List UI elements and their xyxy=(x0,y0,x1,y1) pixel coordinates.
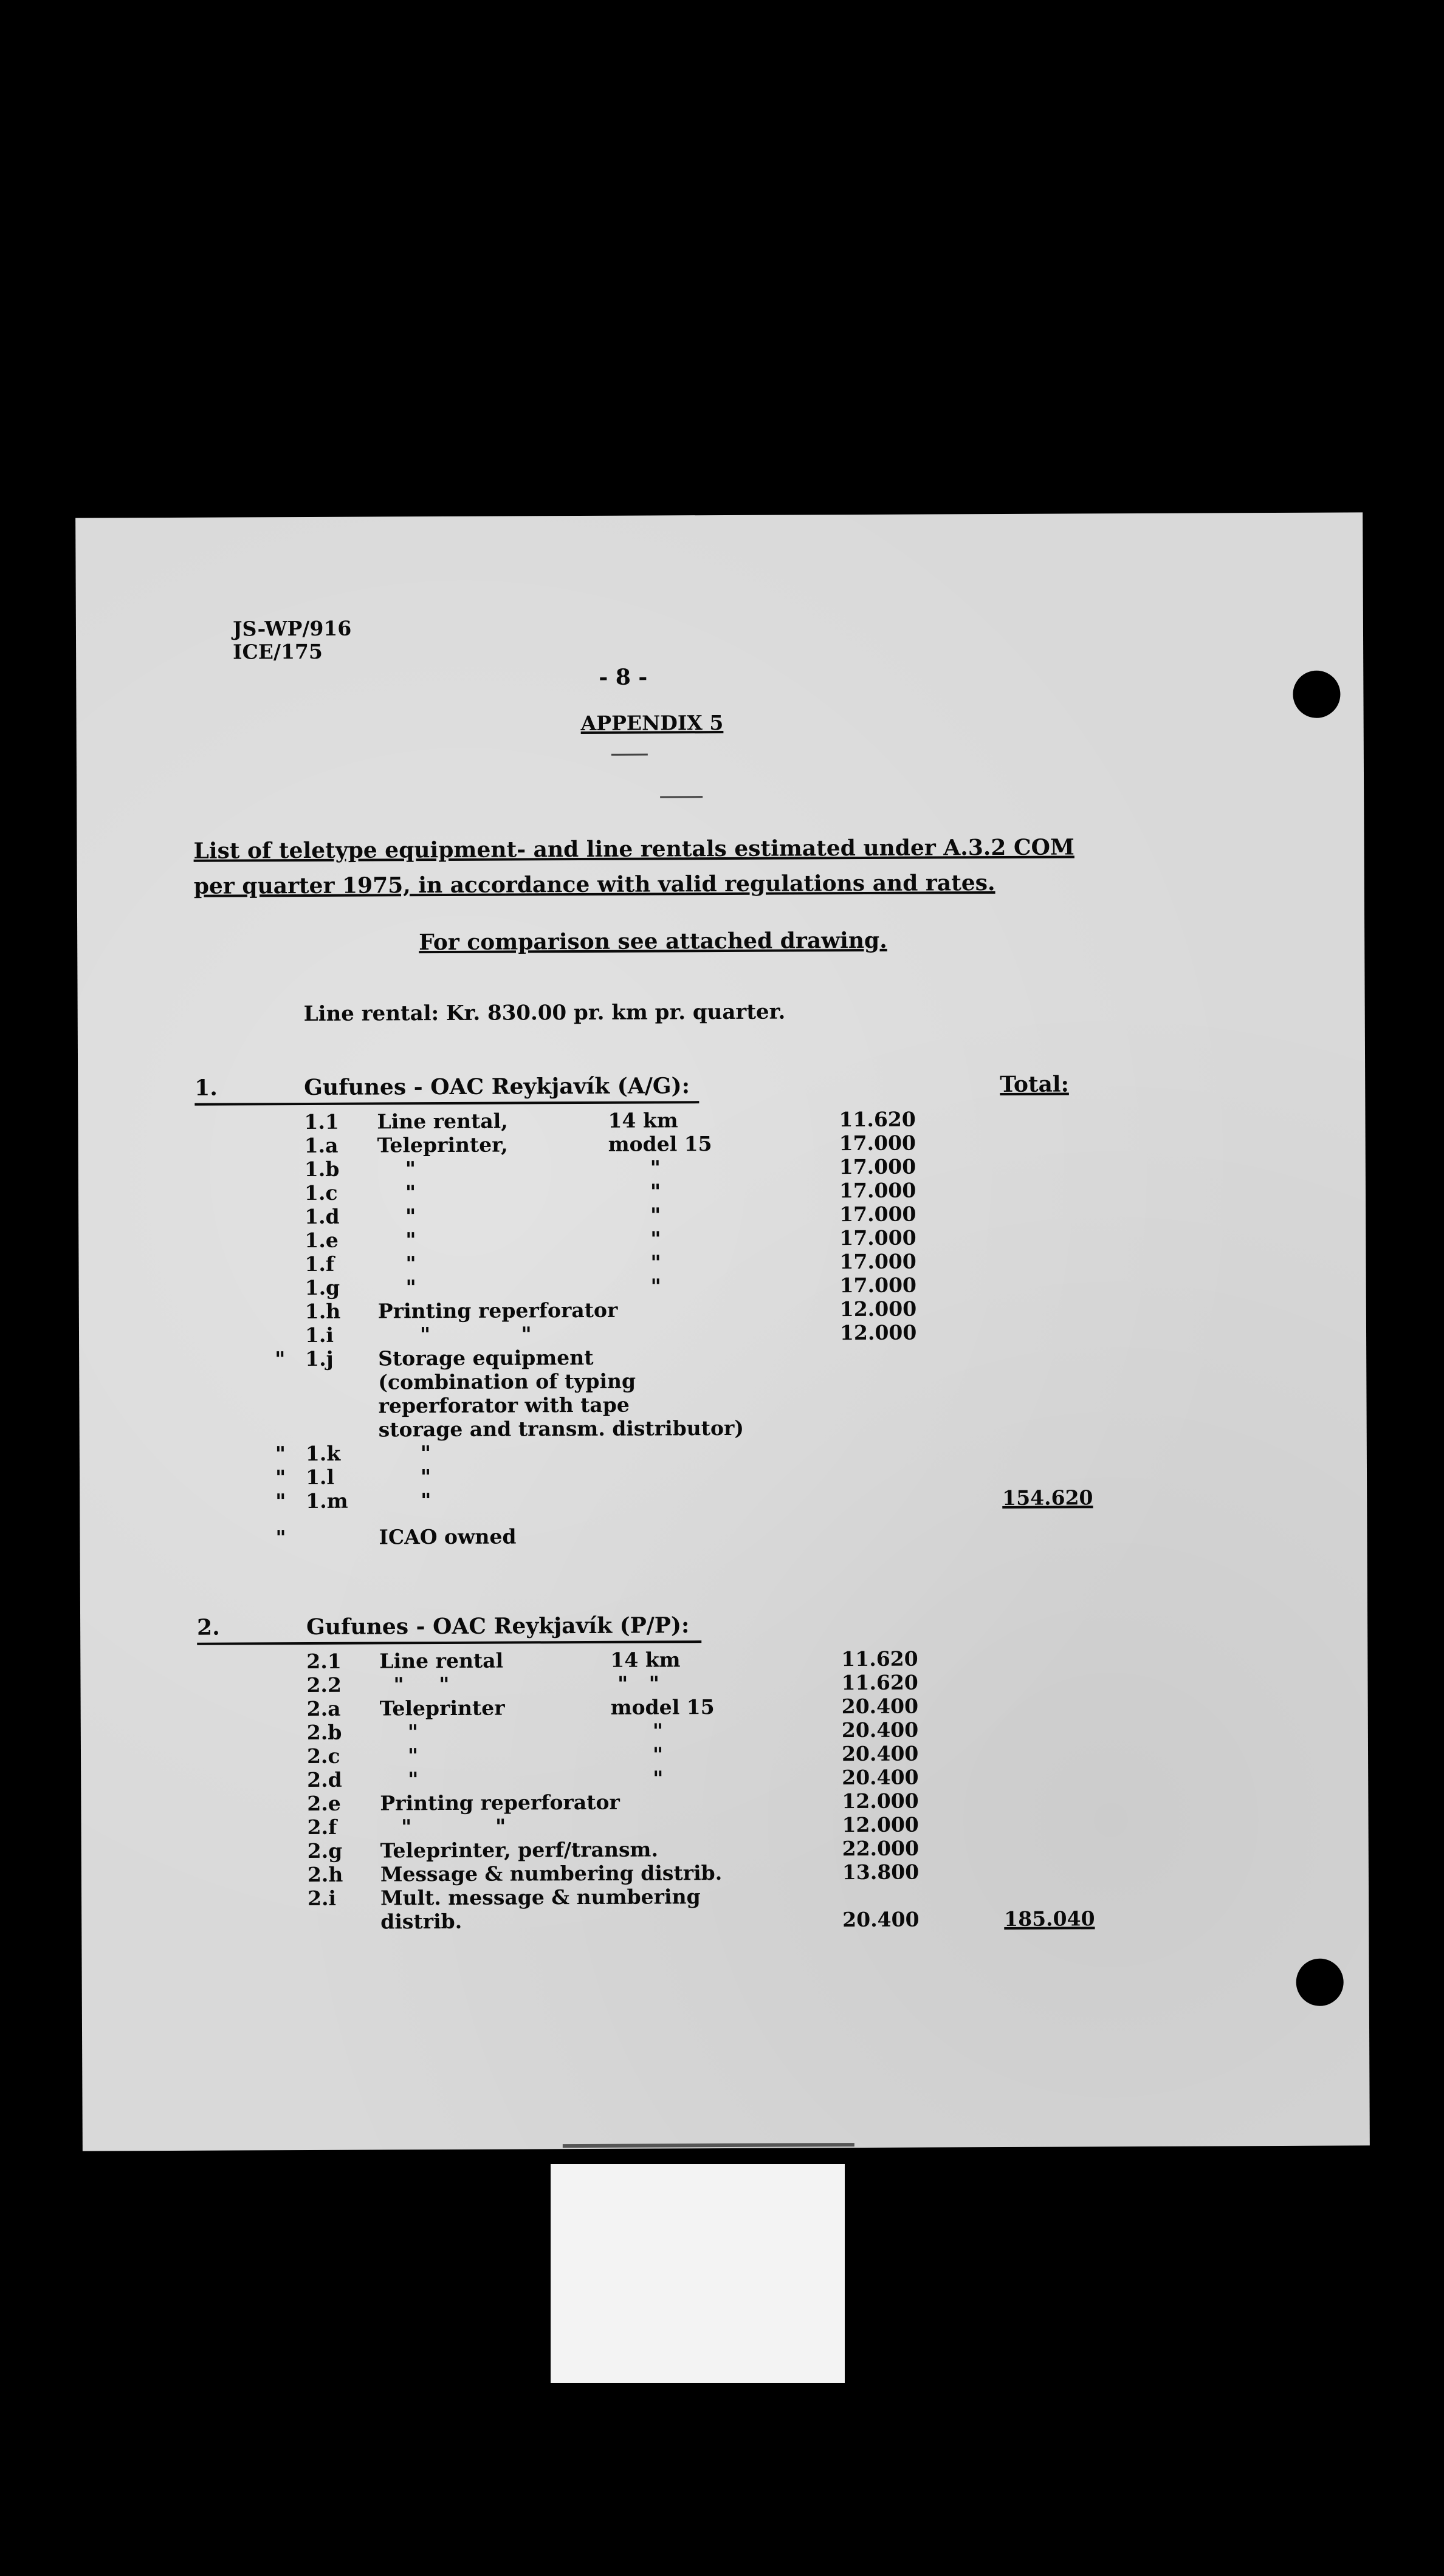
item-spec: " xyxy=(608,1274,661,1298)
section-number: 1. xyxy=(194,1075,218,1101)
item-code: 1.d xyxy=(304,1204,340,1228)
item-spec: " xyxy=(611,1766,664,1790)
item-description: " xyxy=(377,1157,416,1181)
document-page xyxy=(75,512,1370,2151)
item-code: 2.1 xyxy=(306,1649,342,1673)
item-description: " xyxy=(377,1204,416,1228)
item-spec: 14 km xyxy=(608,1108,678,1132)
item-code: 1.j xyxy=(305,1346,334,1371)
punch-hole-top xyxy=(1293,671,1340,718)
item-description: distrib. xyxy=(380,1909,462,1934)
item-amount: 12.000 xyxy=(839,1297,917,1321)
section-name: Gufunes - OAC Reykjavík (P/P): xyxy=(306,1612,690,1640)
item-amount: 20.400 xyxy=(841,1741,919,1766)
blank-card xyxy=(551,2164,845,2383)
item-spec: " xyxy=(608,1250,661,1275)
page-edge-mark xyxy=(563,2143,854,2148)
item-code: 1.i xyxy=(304,1323,334,1347)
ink-smudge xyxy=(611,754,648,756)
ditto-mark: " xyxy=(275,1526,286,1550)
item-code: 2.c xyxy=(306,1744,340,1768)
section-1-items xyxy=(78,1106,1293,1550)
item-description: Teleprinter, perf/transm. xyxy=(380,1837,658,1863)
reference-line-1: JS-WP/916 xyxy=(232,616,352,641)
item-code: 1.f xyxy=(304,1252,335,1276)
item-spec: " xyxy=(610,1719,664,1743)
ditto-mark: " xyxy=(275,1442,286,1466)
item-description: ICAO owned xyxy=(379,1524,517,1549)
item-amount: 17.000 xyxy=(839,1154,916,1179)
table-row xyxy=(81,1906,1297,1936)
item-code: 1.g xyxy=(304,1275,340,1300)
section-2-heading xyxy=(197,1611,1109,1640)
page-number: - 8 - xyxy=(599,664,648,690)
item-description: Line rental xyxy=(379,1648,504,1673)
item-spec: " xyxy=(608,1203,661,1227)
item-amount: 17.000 xyxy=(839,1178,916,1203)
item-description: (combination of typing xyxy=(378,1369,636,1394)
item-amount: 20.400 xyxy=(841,1718,919,1742)
title-line-1: List of teletype equipment- and line rentals estimated under A.3.2 COM xyxy=(193,834,1074,864)
line-rental-rate: Line rental: Kr. 830.00 pr. km pr. quarter. xyxy=(303,999,786,1027)
item-code: 2.b xyxy=(306,1720,342,1744)
item-amount: 17.000 xyxy=(839,1249,916,1274)
document-reference xyxy=(233,617,352,664)
item-amount: 20.400 xyxy=(842,1907,920,1932)
section-name: Gufunes - OAC Reykjavík (A/G): xyxy=(304,1073,690,1101)
item-amount: 17.000 xyxy=(839,1273,917,1298)
item-spec: " xyxy=(608,1227,661,1251)
item-description: Teleprinter, xyxy=(377,1132,508,1157)
item-amount: 22.000 xyxy=(842,1836,920,1861)
item-amount: 11.620 xyxy=(841,1646,918,1671)
appendix-heading: APPENDIX 5 xyxy=(580,710,724,736)
section-2-items xyxy=(80,1645,1296,1934)
section-1-total: 154.620 xyxy=(1002,1485,1093,1510)
item-description: storage and transm. distributor) xyxy=(378,1416,744,1442)
item-amount: 12.000 xyxy=(842,1812,919,1837)
item-description: Mult. message & numbering xyxy=(380,1885,701,1910)
section-2-total: 185.040 xyxy=(1004,1906,1095,1931)
item-amount: 20.400 xyxy=(842,1765,919,1790)
item-code: 1.a xyxy=(304,1133,339,1158)
item-code: 2.e xyxy=(307,1791,341,1815)
item-spec: model 15 xyxy=(608,1132,712,1156)
item-amount: 20.400 xyxy=(841,1694,919,1719)
item-code: 1.1 xyxy=(304,1109,339,1134)
item-code: 1.b xyxy=(304,1157,340,1181)
item-description: " " xyxy=(379,1672,450,1697)
item-description: reperforator with tape xyxy=(378,1392,630,1418)
item-description: " " xyxy=(380,1814,506,1839)
item-description: " xyxy=(377,1180,416,1205)
item-amount: 11.620 xyxy=(841,1670,918,1695)
item-description: " xyxy=(379,1744,419,1768)
item-code: 2.d xyxy=(307,1767,342,1792)
item-amount: 17.000 xyxy=(839,1225,916,1250)
item-code: 1.h xyxy=(304,1299,341,1323)
reference-line-2: ICE/175 xyxy=(233,639,323,664)
section-underline xyxy=(194,1101,699,1106)
section-number: 2. xyxy=(197,1614,220,1640)
item-description: " xyxy=(377,1252,416,1276)
item-description: " xyxy=(380,1767,419,1792)
table-row xyxy=(80,1485,1295,1515)
item-amount: 12.000 xyxy=(839,1320,917,1345)
item-amount: 11.620 xyxy=(839,1107,916,1132)
comparison-note: For comparison see attached drawing. xyxy=(419,927,887,956)
item-code: 2.f xyxy=(307,1815,337,1839)
item-code: 1.c xyxy=(304,1180,338,1205)
item-description: Storage equipment xyxy=(378,1345,594,1371)
ink-smudge xyxy=(660,796,703,798)
total-label: Total: xyxy=(1000,1071,1069,1098)
item-spec: " " xyxy=(610,1671,659,1696)
item-code: 2.i xyxy=(307,1886,337,1910)
item-description: " xyxy=(378,1465,431,1489)
item-code: 2.h xyxy=(307,1862,343,1886)
punch-hole-bottom xyxy=(1296,1959,1344,2006)
item-spec: " xyxy=(608,1179,661,1204)
section-underline xyxy=(197,1640,701,1645)
item-description: Message & numbering distrib. xyxy=(380,1861,723,1886)
item-description: " xyxy=(379,1720,419,1744)
item-description: Printing reperforator xyxy=(380,1790,620,1815)
item-description: Line rental, xyxy=(377,1109,508,1134)
item-code: 1.m xyxy=(306,1488,348,1513)
item-description: " xyxy=(379,1488,431,1513)
item-code: 2.g xyxy=(307,1838,343,1863)
table-row xyxy=(80,1521,1295,1551)
item-code: 1.k xyxy=(305,1441,341,1465)
document-title xyxy=(193,829,1074,903)
item-spec: model 15 xyxy=(610,1695,715,1719)
item-description: " xyxy=(377,1275,416,1300)
item-description: " xyxy=(377,1228,416,1252)
item-amount: 17.000 xyxy=(839,1131,916,1156)
item-code: 2.a xyxy=(306,1696,341,1721)
ditto-mark: " xyxy=(275,1489,286,1513)
title-line-2: per quarter 1975, in accordance with valid regulations and rates. xyxy=(193,870,995,899)
item-description: " xyxy=(378,1441,431,1465)
item-amount: 17.000 xyxy=(839,1202,916,1227)
item-spec: " xyxy=(608,1156,661,1180)
item-amount: 13.800 xyxy=(842,1860,920,1885)
item-code: 2.2 xyxy=(306,1673,342,1697)
item-code: 1.l xyxy=(305,1465,335,1489)
ditto-mark: " xyxy=(275,1347,286,1371)
ditto-mark: " xyxy=(275,1465,286,1490)
item-description: Printing reperforator xyxy=(377,1298,618,1323)
item-code: 1.e xyxy=(304,1228,339,1252)
item-description: Teleprinter xyxy=(379,1696,505,1721)
section-1-heading xyxy=(194,1071,1106,1101)
item-spec: 14 km xyxy=(610,1648,681,1672)
item-amount: 12.000 xyxy=(842,1789,919,1814)
item-spec: " xyxy=(610,1742,664,1767)
item-description: " " xyxy=(377,1322,532,1347)
